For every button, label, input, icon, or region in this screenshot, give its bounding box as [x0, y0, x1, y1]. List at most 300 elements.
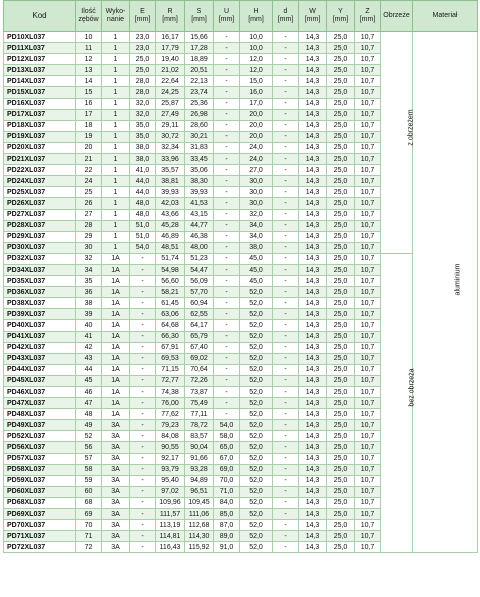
- cell-r: 30,72: [156, 131, 185, 142]
- cell-kod: PD22XL037: [4, 165, 76, 176]
- table-row: [4, 497, 478, 508]
- cell-kod: PD19XL037: [4, 131, 76, 142]
- cell-wykonanie: 1A: [102, 342, 130, 353]
- header-e: [130, 1, 156, 32]
- cell-kod: PD10XL037: [4, 32, 76, 43]
- cell-e: -: [130, 375, 156, 386]
- cell-z: 10,7: [355, 497, 381, 508]
- cell-e: -: [130, 387, 156, 398]
- cell-w: 14,3: [299, 431, 327, 442]
- header-s-unit: [mm]: [191, 16, 207, 23]
- cell-ilosc: 46: [76, 387, 102, 398]
- cell-material: [413, 231, 478, 242]
- cell-u: -: [214, 353, 240, 364]
- cell-r: 46,89: [156, 231, 185, 242]
- cell-kod: PD32XL037: [4, 253, 76, 264]
- cell-material: [413, 120, 478, 131]
- cell-h: 52,0: [240, 542, 273, 553]
- header-r-letter: R: [167, 8, 173, 15]
- cell-ilosc: 40: [76, 320, 102, 331]
- cell-obrzeze: [381, 320, 413, 331]
- cell-ilosc: 12: [76, 54, 102, 65]
- cell-u: -: [214, 342, 240, 353]
- cell-s: 17,28: [185, 43, 214, 54]
- cell-y: 25,0: [327, 276, 355, 287]
- cell-w: 14,3: [299, 176, 327, 187]
- cell-ilosc: 27: [76, 209, 102, 220]
- cell-material: [413, 32, 478, 43]
- table-row: [4, 287, 478, 298]
- cell-h: 12,0: [240, 54, 273, 65]
- cell-e: -: [130, 497, 156, 508]
- cell-s: 83,57: [185, 431, 214, 442]
- cell-kod: PD29XL037: [4, 231, 76, 242]
- cell-e: 23,0: [130, 43, 156, 54]
- cell-ilosc: 57: [76, 453, 102, 464]
- cell-d: -: [273, 398, 299, 409]
- cell-d: -: [273, 331, 299, 342]
- cell-e: 38,0: [130, 142, 156, 153]
- cell-y: 25,0: [327, 420, 355, 431]
- cell-s: 54,47: [185, 264, 214, 275]
- cell-d: -: [273, 520, 299, 531]
- cell-y: 25,0: [327, 142, 355, 153]
- header-w-unit: [mm]: [304, 16, 321, 23]
- cell-y: 25,0: [327, 253, 355, 264]
- table-row: [4, 431, 478, 442]
- label-aluminium: aluminium: [453, 263, 461, 296]
- cell-u: -: [214, 364, 240, 375]
- cell-u: -: [214, 276, 240, 287]
- cell-ilosc: 14: [76, 76, 102, 87]
- cell-w: 14,3: [299, 242, 327, 253]
- cell-wykonanie: 1: [102, 209, 130, 220]
- cell-s: 41,53: [185, 198, 214, 209]
- cell-d: -: [273, 54, 299, 65]
- table-row: [4, 198, 478, 209]
- cell-r: 113,19: [156, 520, 185, 531]
- cell-e: 35,0: [130, 131, 156, 142]
- cell-u: -: [214, 54, 240, 65]
- cell-z: 10,7: [355, 109, 381, 120]
- cell-obrzeze: [381, 242, 413, 253]
- cell-w: 14,3: [299, 442, 327, 453]
- table-row: [4, 264, 478, 275]
- cell-y: 25,0: [327, 109, 355, 120]
- cell-z: 10,7: [355, 509, 381, 520]
- table-row: [4, 165, 478, 176]
- cell-wykonanie: 1A: [102, 409, 130, 420]
- cell-kod: PD21XL037: [4, 154, 76, 165]
- cell-d: -: [273, 464, 299, 475]
- cell-z: 10,7: [355, 220, 381, 231]
- cell-material: [413, 475, 478, 486]
- cell-u: -: [214, 320, 240, 331]
- cell-z: 10,7: [355, 120, 381, 131]
- cell-h: 45,0: [240, 253, 273, 264]
- cell-h: 52,0: [240, 398, 273, 409]
- cell-w: 14,3: [299, 87, 327, 98]
- cell-u: 58,0: [214, 431, 240, 442]
- cell-h: 30,0: [240, 176, 273, 187]
- cell-e: 35,0: [130, 120, 156, 131]
- cell-h: 52,0: [240, 420, 273, 431]
- cell-kod: PD17XL037: [4, 109, 76, 120]
- cell-z: 10,7: [355, 276, 381, 287]
- cell-w: 14,3: [299, 375, 327, 386]
- cell-e: -: [130, 464, 156, 475]
- table-row: [4, 509, 478, 520]
- cell-d: -: [273, 43, 299, 54]
- cell-z: 10,7: [355, 453, 381, 464]
- cell-ilosc: 69: [76, 509, 102, 520]
- cell-kod: PD14XL037: [4, 76, 76, 87]
- cell-kod: PD30XL037: [4, 242, 76, 253]
- cell-kod: PD58XL037: [4, 464, 76, 475]
- cell-ilosc: 25: [76, 187, 102, 198]
- cell-obrzeze: [381, 497, 413, 508]
- cell-kod: PD11XL037: [4, 43, 76, 54]
- cell-material: [413, 431, 478, 442]
- header-ilosc-line2: zębów: [78, 16, 99, 23]
- cell-kod: PD28XL037: [4, 220, 76, 231]
- cell-y: 25,0: [327, 176, 355, 187]
- cell-obrzeze: [381, 342, 413, 353]
- cell-w: 14,3: [299, 464, 327, 475]
- cell-r: 67,91: [156, 342, 185, 353]
- cell-e: -: [130, 398, 156, 409]
- cell-u: -: [214, 331, 240, 342]
- cell-w: 14,3: [299, 32, 327, 43]
- cell-material: [413, 542, 478, 553]
- cell-d: -: [273, 176, 299, 187]
- cell-ilosc: 42: [76, 342, 102, 353]
- cell-ilosc: 26: [76, 198, 102, 209]
- cell-w: 14,3: [299, 409, 327, 420]
- cell-e: 23,0: [130, 32, 156, 43]
- cell-s: 31,83: [185, 142, 214, 153]
- cell-ilosc: 58: [76, 464, 102, 475]
- cell-w: 14,3: [299, 165, 327, 176]
- cell-r: 92,17: [156, 453, 185, 464]
- cell-r: 48,51: [156, 242, 185, 253]
- cell-obrzeze: [381, 331, 413, 342]
- cell-u: -: [214, 220, 240, 231]
- cell-h: 52,0: [240, 520, 273, 531]
- cell-w: 14,3: [299, 231, 327, 242]
- table-row: [4, 209, 478, 220]
- cell-y: 25,0: [327, 32, 355, 43]
- cell-h: 15,0: [240, 76, 273, 87]
- table-row: [4, 242, 478, 253]
- header-kod-label: Kod: [32, 11, 47, 20]
- cell-kod: PD15XL037: [4, 87, 76, 98]
- table-row: [4, 342, 478, 353]
- cell-material: [413, 54, 478, 65]
- cell-e: -: [130, 264, 156, 275]
- cell-h: 45,0: [240, 276, 273, 287]
- cell-ilosc: 60: [76, 486, 102, 497]
- cell-d: -: [273, 264, 299, 275]
- cell-z: 10,7: [355, 520, 381, 531]
- cell-r: 72,77: [156, 375, 185, 386]
- table-row: [4, 420, 478, 431]
- cell-z: 10,7: [355, 264, 381, 275]
- cell-u: -: [214, 165, 240, 176]
- cell-kod: PD42XL037: [4, 342, 76, 353]
- cell-h: 52,0: [240, 309, 273, 320]
- cell-w: 14,3: [299, 509, 327, 520]
- table-row: [4, 43, 478, 54]
- cell-d: -: [273, 298, 299, 309]
- cell-obrzeze: [381, 176, 413, 187]
- cell-d: -: [273, 509, 299, 520]
- cell-wykonanie: 1A: [102, 375, 130, 386]
- cell-u: -: [214, 242, 240, 253]
- cell-w: 14,3: [299, 276, 327, 287]
- cell-u: -: [214, 120, 240, 131]
- cell-s: 78,72: [185, 420, 214, 431]
- cell-material: [413, 220, 478, 231]
- table-row: [4, 76, 478, 87]
- cell-s: 51,23: [185, 253, 214, 264]
- header-h-letter: H: [253, 8, 259, 15]
- cell-z: 10,7: [355, 65, 381, 76]
- cell-d: -: [273, 486, 299, 497]
- table-row: [4, 87, 478, 98]
- cell-r: 111,57: [156, 509, 185, 520]
- cell-h: 10,0: [240, 32, 273, 43]
- cell-obrzeze: [381, 475, 413, 486]
- cell-u: -: [214, 76, 240, 87]
- cell-obrzeze: [381, 542, 413, 553]
- table-row: [4, 375, 478, 386]
- table-row: [4, 464, 478, 475]
- cell-y: 25,0: [327, 475, 355, 486]
- cell-obrzeze: [381, 531, 413, 542]
- cell-u: -: [214, 309, 240, 320]
- table-row: [4, 531, 478, 542]
- cell-e: 25,0: [130, 54, 156, 65]
- cell-material: [413, 43, 478, 54]
- cell-material: [413, 253, 478, 264]
- header-e-letter: E: [140, 8, 145, 15]
- cell-y: 25,0: [327, 520, 355, 531]
- cell-h: 20,0: [240, 131, 273, 142]
- cell-w: 14,3: [299, 520, 327, 531]
- cell-r: 33,96: [156, 154, 185, 165]
- cell-material: [413, 364, 478, 375]
- cell-kod: PD13XL037: [4, 65, 76, 76]
- cell-z: 10,7: [355, 398, 381, 409]
- cell-wykonanie: 1: [102, 242, 130, 253]
- cell-z: 10,7: [355, 76, 381, 87]
- cell-kod: PD70XL037: [4, 520, 76, 531]
- cell-z: 10,7: [355, 486, 381, 497]
- cell-e: -: [130, 309, 156, 320]
- cell-obrzeze: [381, 32, 413, 43]
- cell-e: 48,0: [130, 198, 156, 209]
- cell-y: 25,0: [327, 387, 355, 398]
- cell-y: 25,0: [327, 43, 355, 54]
- cell-h: 10,0: [240, 43, 273, 54]
- cell-kod: PD49XL037: [4, 420, 76, 431]
- cell-r: 29,11: [156, 120, 185, 131]
- cell-kod: PD72XL037: [4, 542, 76, 553]
- cell-material: [413, 453, 478, 464]
- cell-h: 52,0: [240, 509, 273, 520]
- cell-z: 10,7: [355, 43, 381, 54]
- cell-e: -: [130, 331, 156, 342]
- cell-s: 46,38: [185, 231, 214, 242]
- cell-wykonanie: 1: [102, 231, 130, 242]
- cell-d: -: [273, 342, 299, 353]
- cell-s: 62,55: [185, 309, 214, 320]
- cell-y: 25,0: [327, 431, 355, 442]
- cell-s: 112,68: [185, 520, 214, 531]
- table-row: [4, 453, 478, 464]
- cell-ilosc: 17: [76, 109, 102, 120]
- cell-h: 52,0: [240, 298, 273, 309]
- cell-z: 10,7: [355, 242, 381, 253]
- cell-w: 14,3: [299, 65, 327, 76]
- table-body: [4, 32, 478, 553]
- cell-material: [413, 187, 478, 198]
- cell-u: -: [214, 65, 240, 76]
- cell-d: -: [273, 187, 299, 198]
- cell-w: 14,3: [299, 76, 327, 87]
- cell-material: [413, 65, 478, 76]
- cell-w: 14,3: [299, 342, 327, 353]
- cell-wykonanie: 1: [102, 43, 130, 54]
- cell-h: 32,0: [240, 209, 273, 220]
- cell-kod: PD44XL037: [4, 364, 76, 375]
- cell-ilosc: 44: [76, 364, 102, 375]
- cell-ilosc: 56: [76, 442, 102, 453]
- cell-r: 77,62: [156, 409, 185, 420]
- cell-d: -: [273, 220, 299, 231]
- table-row: [4, 98, 478, 109]
- header-ilosc: [76, 1, 102, 32]
- cell-r: 56,60: [156, 276, 185, 287]
- cell-kod: PD60XL037: [4, 486, 76, 497]
- cell-s: 70,64: [185, 364, 214, 375]
- cell-ilosc: 59: [76, 475, 102, 486]
- cell-s: 48,00: [185, 242, 214, 253]
- cell-h: 52,0: [240, 320, 273, 331]
- cell-d: -: [273, 309, 299, 320]
- cell-z: 10,7: [355, 420, 381, 431]
- cell-z: 10,7: [355, 298, 381, 309]
- cell-obrzeze: [381, 309, 413, 320]
- cell-material: [413, 264, 478, 275]
- cell-wykonanie: 1: [102, 165, 130, 176]
- cell-material: [413, 375, 478, 386]
- cell-s: 33,45: [185, 154, 214, 165]
- cell-e: 25,0: [130, 65, 156, 76]
- cell-y: 25,0: [327, 154, 355, 165]
- cell-material: [413, 464, 478, 475]
- cell-r: 25,87: [156, 98, 185, 109]
- header-w: [299, 1, 327, 32]
- cell-ilosc: 11: [76, 43, 102, 54]
- cell-obrzeze: [381, 165, 413, 176]
- cell-u: -: [214, 43, 240, 54]
- table-row: [4, 276, 478, 287]
- cell-kod: PD18XL037: [4, 120, 76, 131]
- cell-d: -: [273, 387, 299, 398]
- cell-z: 10,7: [355, 209, 381, 220]
- cell-material: [413, 209, 478, 220]
- cell-y: 25,0: [327, 76, 355, 87]
- cell-obrzeze: [381, 464, 413, 475]
- table-row: [4, 398, 478, 409]
- cell-z: 10,7: [355, 309, 381, 320]
- cell-h: 24,0: [240, 142, 273, 153]
- cell-material: [413, 98, 478, 109]
- cell-z: 10,7: [355, 320, 381, 331]
- cell-wykonanie: 1A: [102, 331, 130, 342]
- cell-s: 64,17: [185, 320, 214, 331]
- label-bez-obrzeza: bez obrzeża: [408, 368, 416, 407]
- cell-u: -: [214, 98, 240, 109]
- cell-obrzeze: [381, 54, 413, 65]
- cell-u: -: [214, 142, 240, 153]
- cell-kod: PD27XL037: [4, 209, 76, 220]
- cell-h: 52,0: [240, 497, 273, 508]
- cell-u: -: [214, 398, 240, 409]
- cell-h: 52,0: [240, 387, 273, 398]
- cell-z: 10,7: [355, 187, 381, 198]
- cell-s: 90,04: [185, 442, 214, 453]
- cell-wykonanie: 3A: [102, 453, 130, 464]
- cell-s: 77,11: [185, 409, 214, 420]
- cell-e: 28,0: [130, 76, 156, 87]
- cell-e: 32,0: [130, 98, 156, 109]
- cell-obrzeze: [381, 486, 413, 497]
- cell-u: -: [214, 287, 240, 298]
- cell-y: 25,0: [327, 497, 355, 508]
- cell-r: 93,79: [156, 464, 185, 475]
- cell-h: 20,0: [240, 120, 273, 131]
- cell-w: 14,3: [299, 364, 327, 375]
- cell-z: 10,7: [355, 253, 381, 264]
- cell-ilosc: 45: [76, 375, 102, 386]
- cell-kod: PD39XL037: [4, 309, 76, 320]
- cell-wykonanie: 1: [102, 65, 130, 76]
- cell-z: 10,7: [355, 142, 381, 153]
- cell-obrzeze: [381, 420, 413, 431]
- cell-d: -: [273, 242, 299, 253]
- cell-obrzeze: [381, 287, 413, 298]
- cell-r: 74,38: [156, 387, 185, 398]
- cell-y: 25,0: [327, 320, 355, 331]
- cell-h: 52,0: [240, 353, 273, 364]
- cell-wykonanie: 3A: [102, 431, 130, 442]
- cell-material: [413, 409, 478, 420]
- header-z-unit: [mm]: [359, 16, 376, 23]
- cell-kod: PD45XL037: [4, 375, 76, 386]
- cell-s: 15,66: [185, 32, 214, 43]
- cell-obrzeze: [381, 231, 413, 242]
- cell-s: 72,26: [185, 375, 214, 386]
- cell-ilosc: 21: [76, 154, 102, 165]
- cell-wykonanie: 1: [102, 76, 130, 87]
- cell-h: 34,0: [240, 231, 273, 242]
- cell-wykonanie: 1: [102, 109, 130, 120]
- cell-ilosc: 10: [76, 32, 102, 43]
- table-row: [4, 364, 478, 375]
